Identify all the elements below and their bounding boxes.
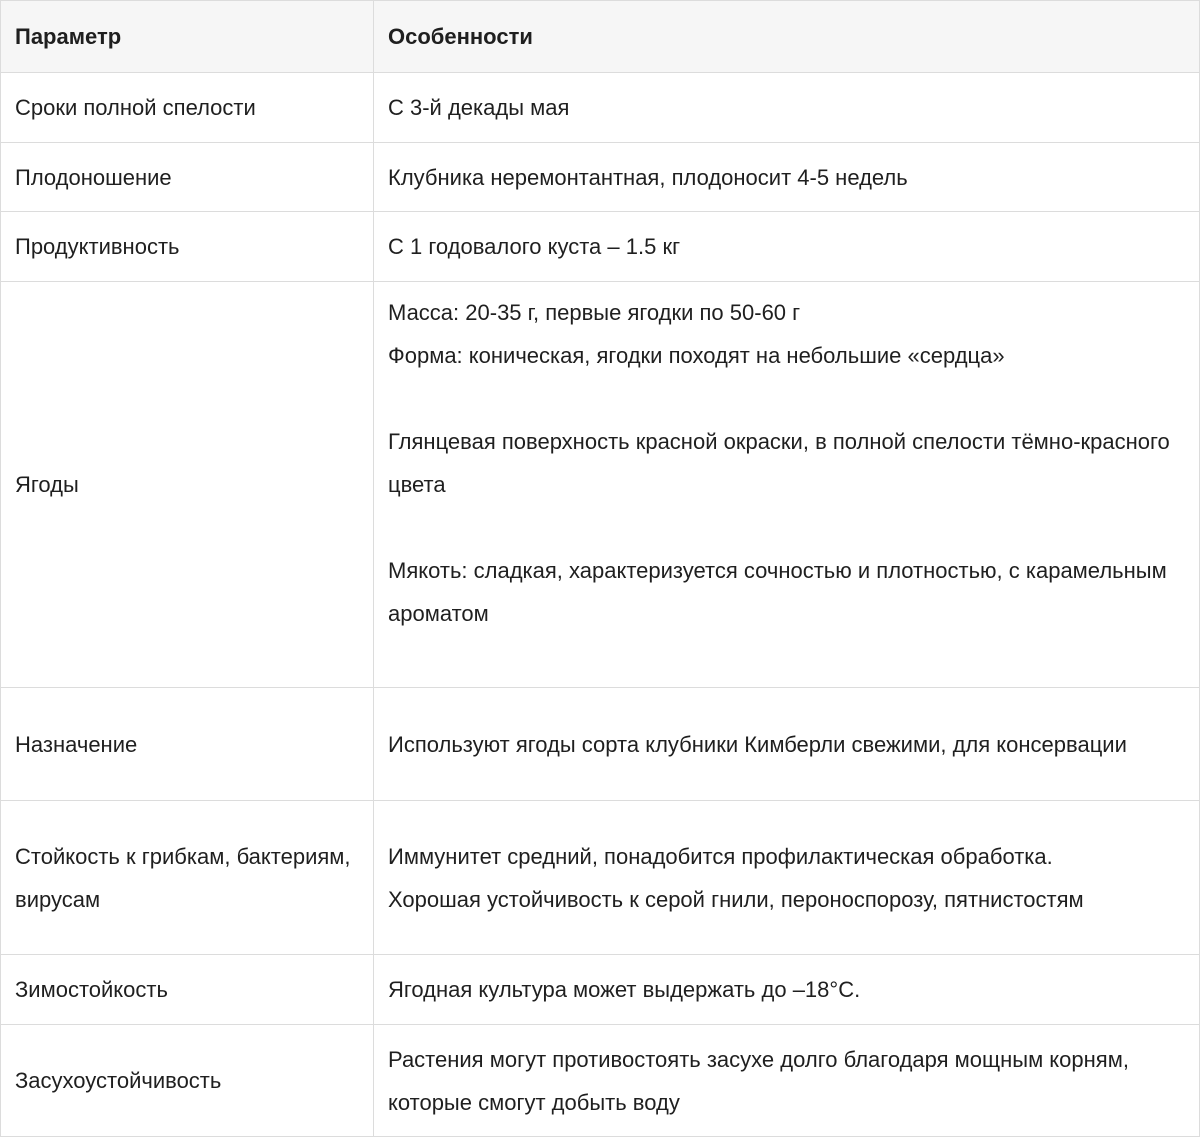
value-drought: Растения могут противостоять засухе долго благодаря мощным корням, которые смогут добыть воду: [374, 1025, 1200, 1137]
table-row: [1, 955, 1200, 1025]
berries-surface: Глянцевая поверхность красной окраски, в полной спелости тёмно-красного цвета: [388, 429, 1170, 497]
resistance-immunity: Иммунитет средний, понадобится профилактическая обработка.: [388, 843, 1053, 869]
table-row: [1, 688, 1200, 801]
param-drought: Засухоустойчивость: [1, 1025, 374, 1137]
paragraph-gap: [388, 635, 1185, 678]
param-winter: Зимостойкость: [1, 955, 374, 1025]
param-fruiting: Плодоношение: [1, 143, 374, 212]
value-resistance: [374, 801, 1200, 955]
header-parameter: Параметр: [1, 1, 374, 73]
table-row: [1, 282, 1200, 688]
paragraph-gap: [388, 377, 1185, 420]
table-header-row: [1, 1, 1200, 73]
value-berries: [374, 282, 1200, 688]
param-purpose: Назначение: [1, 688, 374, 801]
berries-shape: Форма: коническая, ягодки походят на небольшие «сердца»: [388, 343, 1005, 368]
value-winter: Ягодная культура может выдержать до –18°С.: [374, 955, 1200, 1025]
value-purpose: Используют ягоды сорта клубники Кимберли свежими, для консервации: [374, 688, 1200, 801]
param-productivity: Продуктивность: [1, 212, 374, 282]
berries-mass: Масса: 20-35 г, первые ягодки по 50-60 г: [388, 300, 801, 325]
param-resistance: Стойкость к грибкам, бактериям, вирусам: [1, 801, 374, 955]
param-ripeness: Сроки полной спелости: [1, 73, 374, 143]
value-ripeness: С 3-й декады мая: [374, 73, 1200, 143]
resistance-stability: Хорошая устойчивость к серой гнили, пероноспорозу, пятнистостям: [388, 886, 1084, 912]
header-features: Особенности: [374, 1, 1200, 73]
value-productivity: С 1 годовалого куста – 1.5 кг: [374, 212, 1200, 282]
table-row: [1, 1025, 1200, 1137]
table-row: [1, 73, 1200, 143]
table-row: [1, 212, 1200, 282]
paragraph-gap: [388, 506, 1185, 549]
value-fruiting: Клубника неремонтантная, плодоносит 4-5 недель: [374, 143, 1200, 212]
table-row: [1, 801, 1200, 955]
berries-flesh: Мякоть: сладкая, характеризуется сочностью и плотностью, с карамельным ароматом: [388, 558, 1167, 626]
param-berries: Ягоды: [1, 282, 374, 688]
table-row: [1, 143, 1200, 212]
